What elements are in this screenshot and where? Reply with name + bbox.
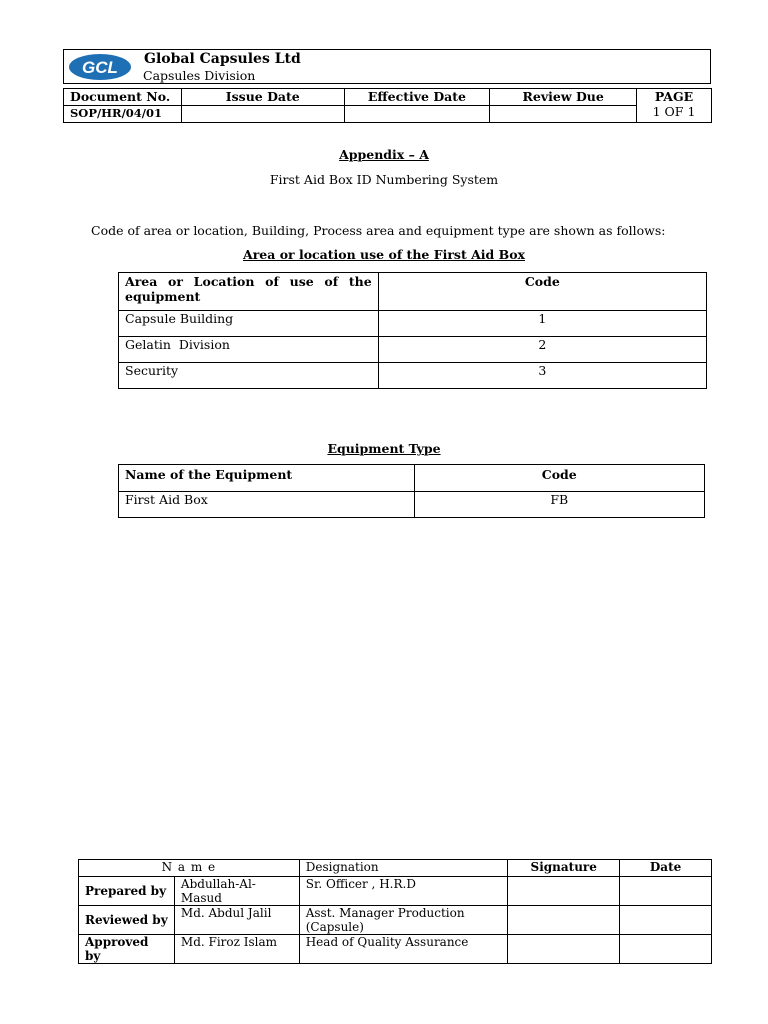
area-code-cell: 1	[378, 311, 706, 337]
area-code-cell: 3	[378, 363, 706, 389]
equipment-header-name: Name of the Equipment	[119, 465, 415, 492]
division-name: Capsules Division	[143, 68, 256, 83]
table-row	[119, 492, 705, 518]
equipment-header-code: Code	[414, 465, 704, 492]
area-code-table	[118, 272, 707, 389]
designation-cell: Sr. Officer , H.R.D	[299, 877, 508, 906]
table-row	[79, 877, 712, 906]
area-heading: Area or location use of the First Aid Box	[243, 247, 525, 262]
appendix-title: Appendix – A	[339, 147, 429, 162]
equipment-name-cell: First Aid Box	[119, 492, 415, 518]
equipment-heading: Equipment Type	[327, 441, 441, 456]
table-row	[119, 311, 707, 337]
designation-header: Designation	[299, 860, 508, 877]
equipment-header-row	[119, 465, 705, 492]
date-cell	[620, 906, 712, 935]
effective-date-value	[344, 106, 490, 123]
company-header	[63, 49, 711, 84]
signature-header: Signature	[508, 860, 620, 877]
area-name-cell: Gelatin Division	[119, 337, 379, 363]
signoff-header-row	[79, 860, 712, 877]
issue-date-label: Issue Date	[181, 89, 344, 106]
page-value: 1 OF 1	[652, 104, 696, 119]
role-cell: Prepared by	[79, 877, 175, 906]
person-name-cell: Md. Firoz Islam	[174, 935, 299, 964]
effective-date-label: Effective Date	[344, 89, 490, 106]
intro-text: Code of area or location, Building, Process area and equipment type are shown as follows:	[91, 223, 666, 238]
doc-no-label: Document No.	[64, 89, 182, 106]
role-cell: Reviewed by	[79, 906, 175, 935]
equipment-code-cell: FB	[414, 492, 704, 518]
table-row	[79, 935, 712, 964]
name-header: N a m e	[79, 860, 300, 877]
page-label: PAGE	[654, 89, 694, 104]
review-due-label: Review Due	[490, 89, 637, 106]
area-header-name: Area or Location of use of the equipment	[119, 273, 379, 311]
area-name-cell: Capsule Building	[119, 311, 379, 337]
page-cell	[637, 89, 712, 123]
review-due-value	[490, 106, 637, 123]
svg-text:GCL: GCL	[82, 58, 118, 77]
area-header-code: Code	[378, 273, 706, 311]
issue-date-value	[181, 106, 344, 123]
equipment-code-table	[118, 464, 705, 518]
date-header: Date	[620, 860, 712, 877]
area-name-cell: Security	[119, 363, 379, 389]
designation-cell: Head of Quality Assurance	[299, 935, 508, 964]
date-cell	[620, 935, 712, 964]
person-name-cell: Abdullah-Al-Masud	[174, 877, 299, 906]
signature-cell	[508, 935, 620, 964]
doc-no-value: SOP/HR/04/01	[64, 106, 182, 123]
table-row	[119, 363, 707, 389]
area-code-cell: 2	[378, 337, 706, 363]
document-info-table	[63, 88, 712, 123]
role-cell: Approved by	[79, 935, 175, 964]
company-logo	[68, 53, 132, 81]
designation-cell: Asst. Manager Production (Capsule)	[299, 906, 508, 935]
table-row	[79, 906, 712, 935]
person-name-cell: Md. Abdul Jalil	[174, 906, 299, 935]
area-header-row	[119, 273, 707, 311]
doc-info-value-row	[64, 106, 712, 123]
company-name: Global Capsules Ltd	[144, 51, 301, 67]
doc-info-header-row	[64, 89, 712, 106]
appendix-subtitle: First Aid Box ID Numbering System	[269, 172, 499, 187]
table-row	[119, 337, 707, 363]
signature-cell	[508, 906, 620, 935]
date-cell	[620, 877, 712, 906]
signoff-table	[78, 859, 712, 964]
signature-cell	[508, 877, 620, 906]
